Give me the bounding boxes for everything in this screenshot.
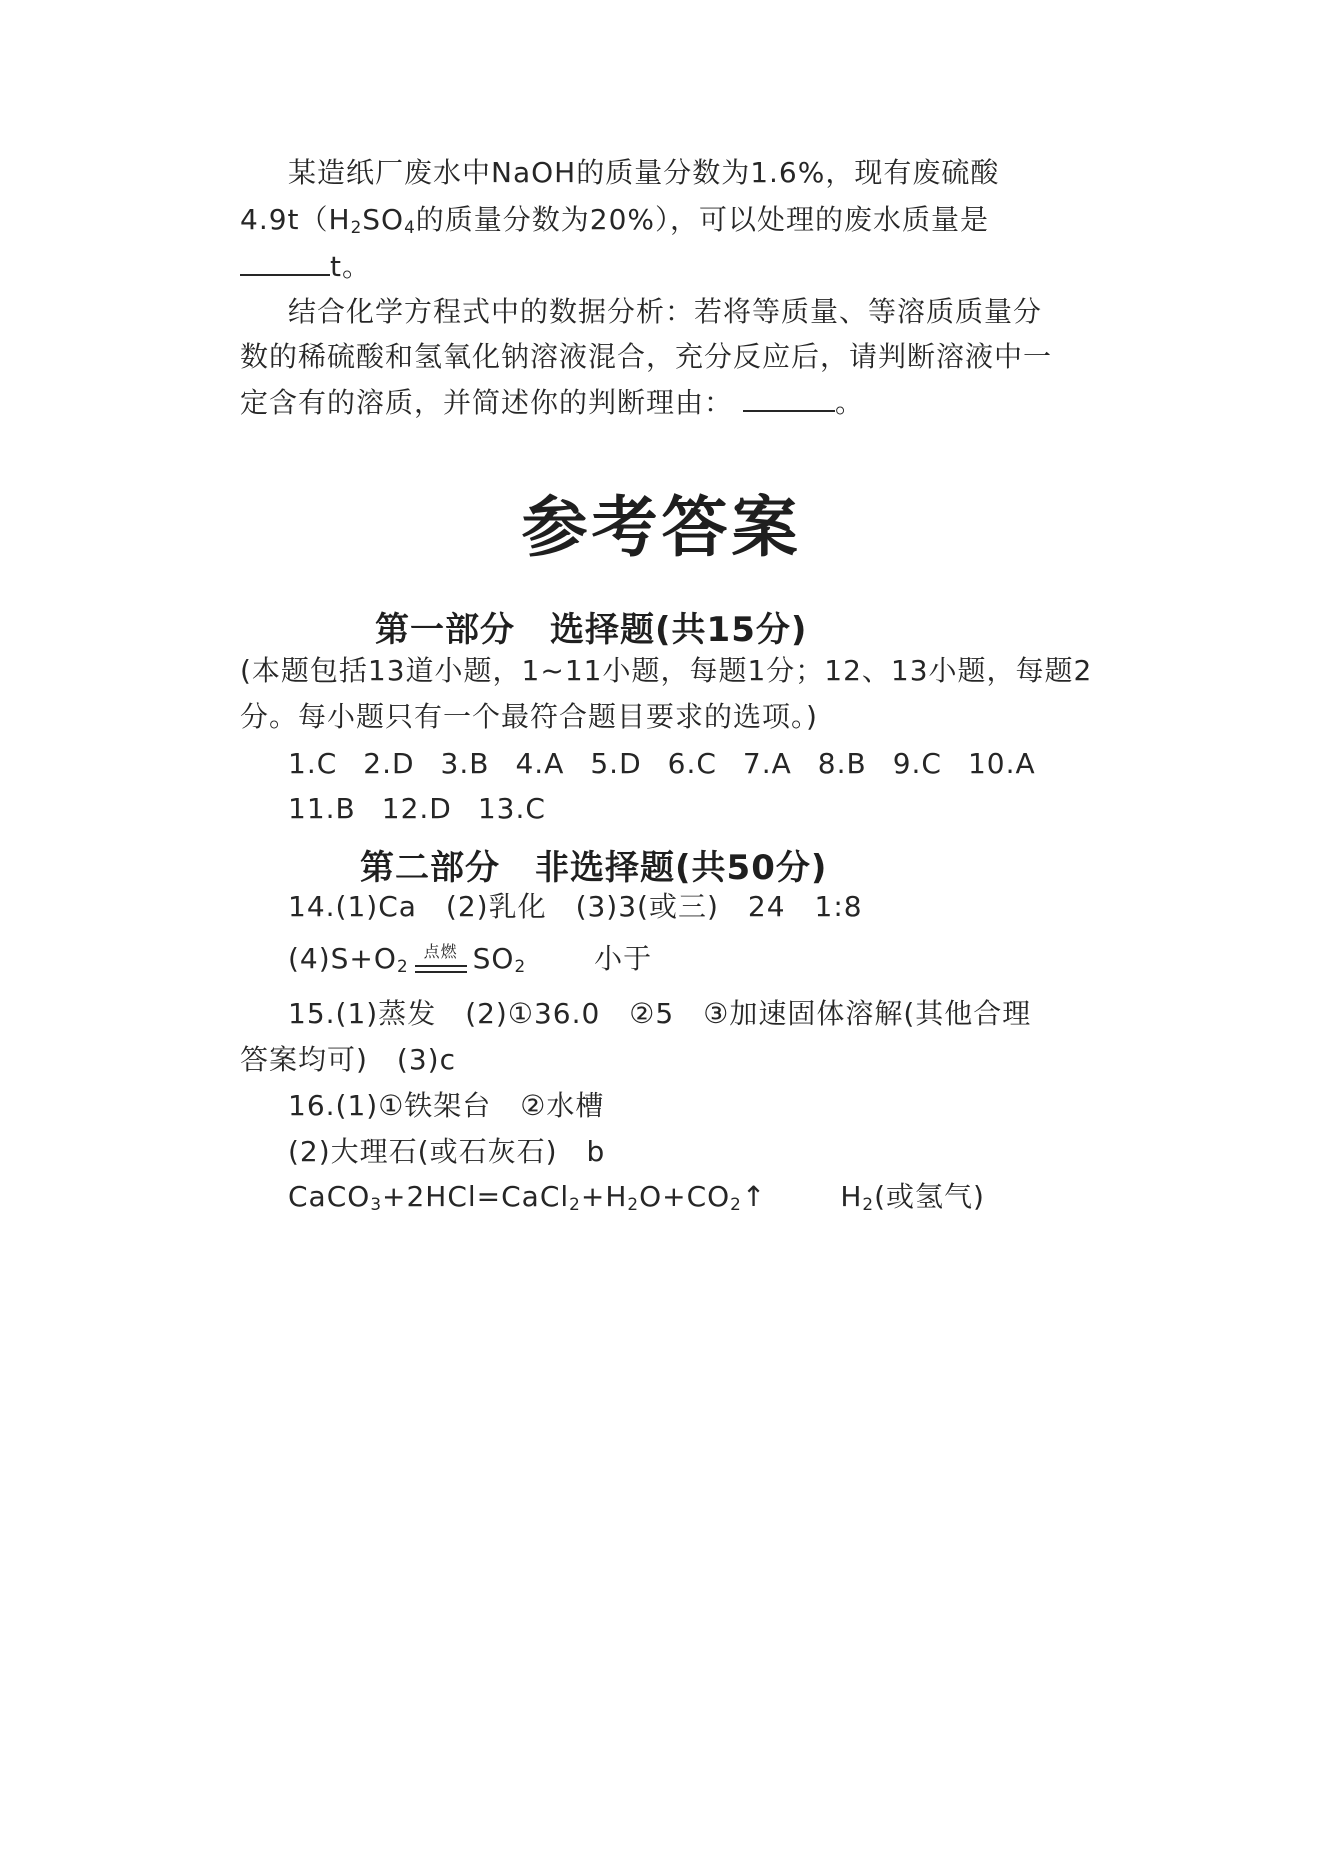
subscript: 2 bbox=[514, 956, 527, 976]
equation-part: O+CO bbox=[639, 1180, 731, 1213]
choice-answer: 12.D bbox=[381, 792, 452, 825]
part1-heading: 第一部分 选择题(共15分) bbox=[375, 610, 808, 650]
answer-blank bbox=[743, 386, 835, 412]
q16-line-3 bbox=[288, 1180, 985, 1221]
subscript: 4 bbox=[404, 217, 416, 237]
equation-part: +2HCl=CaCl bbox=[382, 1180, 570, 1213]
q15-line-1: 15.(1)蒸发 (2)①36.0 ②5 ③加速固体溶解(其他合理 bbox=[288, 997, 1032, 1030]
choice-answer: 1.C bbox=[288, 747, 338, 780]
q16-gas-b: (或氢气) bbox=[874, 1180, 985, 1213]
q16-line-1: 16.(1)①铁架台 ②水槽 bbox=[288, 1089, 605, 1122]
question-line-2-a: 4.9t（H bbox=[240, 203, 351, 236]
q14-equation-right: SO bbox=[472, 942, 515, 975]
q15-line-2: 答案均可) (3)c bbox=[240, 1043, 456, 1076]
question-line-3 bbox=[240, 250, 371, 284]
question-line-6 bbox=[240, 386, 864, 420]
part1-answers-row-2 bbox=[288, 792, 572, 826]
q16-equation bbox=[288, 1180, 766, 1213]
choice-answer: 7.A bbox=[742, 747, 792, 780]
question-line-2 bbox=[240, 203, 989, 244]
part1-note-1: (本题包括13道小题，1~11小题，每题1分；12、13小题，每题2 bbox=[240, 654, 1093, 687]
choice-answer: 6.C bbox=[667, 747, 717, 780]
reaction-condition: 点燃 bbox=[423, 942, 458, 961]
answer-blank bbox=[240, 250, 330, 276]
question-line-2-c: 的质量分数为20%），可以处理的废水质量是 bbox=[415, 203, 990, 236]
subscript: 2 bbox=[396, 956, 409, 976]
answer-title: 参考答案 bbox=[521, 488, 802, 566]
question-line-6-tail: 。 bbox=[835, 386, 865, 419]
q16-gas-a: H bbox=[840, 1180, 863, 1213]
question-line-2-b: SO bbox=[362, 203, 405, 236]
q14-line-1: 14.(1)Ca (2)乳化 (3)3(或三) 24 1:8 bbox=[288, 890, 863, 923]
subscript: 3 bbox=[370, 1194, 382, 1214]
equation-part: CaCO bbox=[288, 1180, 371, 1213]
part1-answers-row-1 bbox=[288, 747, 1062, 781]
question-line-5: 数的稀硫酸和氢氧化钠溶液混合，充分反应后，请判断溶液中一 bbox=[240, 340, 1053, 373]
subscript: 2 bbox=[862, 1194, 875, 1214]
question-line-1: 某造纸厂废水中NaOH的质量分数为1.6%，现有废硫酸 bbox=[288, 156, 1000, 189]
choice-answer: 2.D bbox=[363, 747, 415, 780]
choice-answer: 13.C bbox=[477, 792, 546, 825]
choice-answer: 8.B bbox=[817, 747, 867, 780]
choice-answer: 3.B bbox=[440, 747, 490, 780]
subscript: 2 bbox=[730, 1194, 742, 1214]
part1-note-2: 分。每小题只有一个最符合题目要求的选项。) bbox=[240, 700, 818, 733]
q14-line-2 bbox=[288, 942, 652, 983]
equals-bar bbox=[415, 971, 467, 973]
choice-answer: 9.C bbox=[892, 747, 942, 780]
subscript: 2 bbox=[569, 1194, 581, 1214]
subscript: 2 bbox=[350, 217, 363, 237]
question-line-6-head: 定含有的溶质，并简述你的判断理由： bbox=[240, 386, 734, 419]
subscript: 2 bbox=[627, 1194, 640, 1214]
equation-part: +H bbox=[580, 1180, 628, 1213]
q16-line-2: (2)大理石(或石灰石) b bbox=[288, 1135, 606, 1168]
choice-answer: 5.D bbox=[590, 747, 642, 780]
equation-part: ↑ bbox=[741, 1180, 767, 1213]
choice-answer: 10.A bbox=[967, 747, 1036, 780]
reaction-condition-sign bbox=[413, 942, 469, 983]
question-line-4: 结合化学方程式中的数据分析：若将等质量、等溶质质量分 bbox=[288, 295, 1043, 328]
q14-comparison: 小于 bbox=[594, 942, 653, 975]
choice-answer: 4.A bbox=[515, 747, 565, 780]
q14-equation-left: (4)S+O bbox=[288, 942, 397, 975]
q16-gas bbox=[840, 1180, 985, 1213]
equals-bar bbox=[415, 965, 467, 967]
part2-heading: 第二部分 非选择题(共50分) bbox=[360, 848, 828, 888]
question-line-3-tail: t。 bbox=[330, 250, 371, 283]
choice-answer: 11.B bbox=[288, 792, 356, 825]
